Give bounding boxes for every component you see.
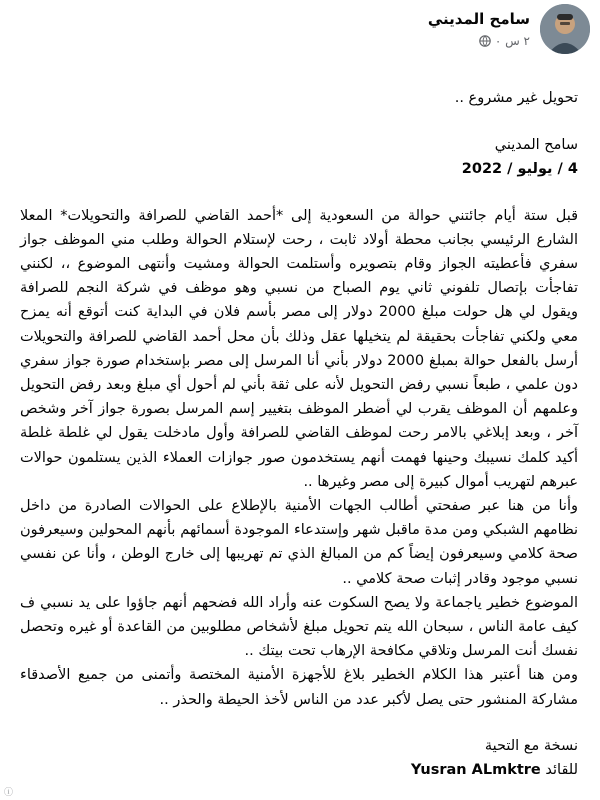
closing-text: نسخة مع التحية bbox=[484, 737, 578, 754]
globe-icon[interactable] bbox=[479, 35, 491, 47]
commander-line bbox=[20, 758, 578, 782]
author-name[interactable]: سامح المديني bbox=[427, 10, 530, 28]
post-header bbox=[10, 4, 590, 56]
paragraph-4: ومن هنا أعتبر هذا الكلام الخطير بلاغ للأجهزة الأمنية المختصة وأتمنى من جميع الأصدقاء مشاركة المنشور حتى يصل لأكبر عدد من الناس لأخذ الحيطة والحذر .. bbox=[20, 667, 578, 708]
commander-name: Yusran ALmktre bbox=[410, 762, 541, 779]
signature-name: سامح المديني bbox=[494, 137, 578, 154]
paragraph-2: وأنا من هنا عبر صفحتي أطالب الجهات الأمنية بالإطلاع على الحوالات الصادرة من داخل نظامهم الشبكي ومن مدة ماقبل شهر وإستدعاء الموجودة أسمائهم بأنهم المحولين وسيعرفون صحة كلامي وسيعرفون إيضاً كم من المبالغ الذي تم تهريبها إلى خارج الوطن ، وأنا عن نفسي نسبي موجود وقادر إثبات صحة كلامي .. bbox=[20, 498, 578, 587]
post-title: تحويل غير مشروع .. bbox=[454, 90, 578, 106]
commander-label: للقائد bbox=[545, 762, 578, 779]
paragraph-1: قبل ستة أيام جائتني حوالة من السعودية إلى *أحمد القاضي للصرافة والتحويلات* المعلا الشارع الرئيسي بجانب محطة أولاد ثابت ، رحت لإستلام الحوالة وطلب مني الموظف جواز سفري فأعطيته الجواز وقام بتصويره وأستلمت الحوالة ومشيت وأنتهى الموضوع ،، لكنني تفاجأت بإتصال تلفوني ثاني يوم الصباح من نسبي وهو موظف في شركة النجم للصرافة ويقول لي هل حولت مبلغ 2000 دولار إلى مصر بأسم فلان في البداية كنت أتوقع أنه يمزح معي ولكني تفاجأت بحقيقة لم يتخيلها عقل وذلك بأن محل أحمد القاضي للصرافة والتحويلات أرسل بالفعل حوالة بمبلغ 2000 دولار بأني أنا المرسل إلى مصر بإستخدام صورة جواز سفري دون علمي ، طبعاً نسبي رفض التحويل لأنه على ثقة بأني لم أحول أي مبلغ وبعد رفض التحويل وعلمهم أن الموظف يقرب لي أضطر الموظف بتغيير إسم المرسل بصورة جواز آخر وشخص آخر ، وبعد إبلاغي بالامر رحت لموظف القاضي للصرافة وأول مادخلت يقول لي غلطة غلطة أكيد كلمك نسيبك وحينها فهمت أنهم يستخدمون صور جوازات العملاء الذين يستلمون حوالات عبرهم لتهريب أموال كبيرة إلى مصر وغيرها .. bbox=[20, 207, 578, 490]
avatar[interactable] bbox=[540, 4, 590, 54]
paragraph-3: الموضوع خطير ياجماعة ولا يصح السكوت عنه وأراد الله فضحهم أنهم جاؤوا على يد نسبي ف كيف عامة الناس ، سبحان الله يتم تحويل مبلغ لأشخاص مطلوبين من القاعدة أو غيره وتحصل نفسك أنت المرسل وتلاقي مكافحة الإرهاب تحت بيتك .. bbox=[20, 594, 578, 660]
post-body bbox=[20, 86, 578, 782]
post-meta bbox=[479, 34, 530, 48]
info-icon: ⓘ bbox=[4, 788, 14, 798]
post-date: 4 / يوليو / 2022 bbox=[461, 161, 578, 178]
post-time[interactable]: ٢ س ٠ bbox=[494, 34, 530, 48]
